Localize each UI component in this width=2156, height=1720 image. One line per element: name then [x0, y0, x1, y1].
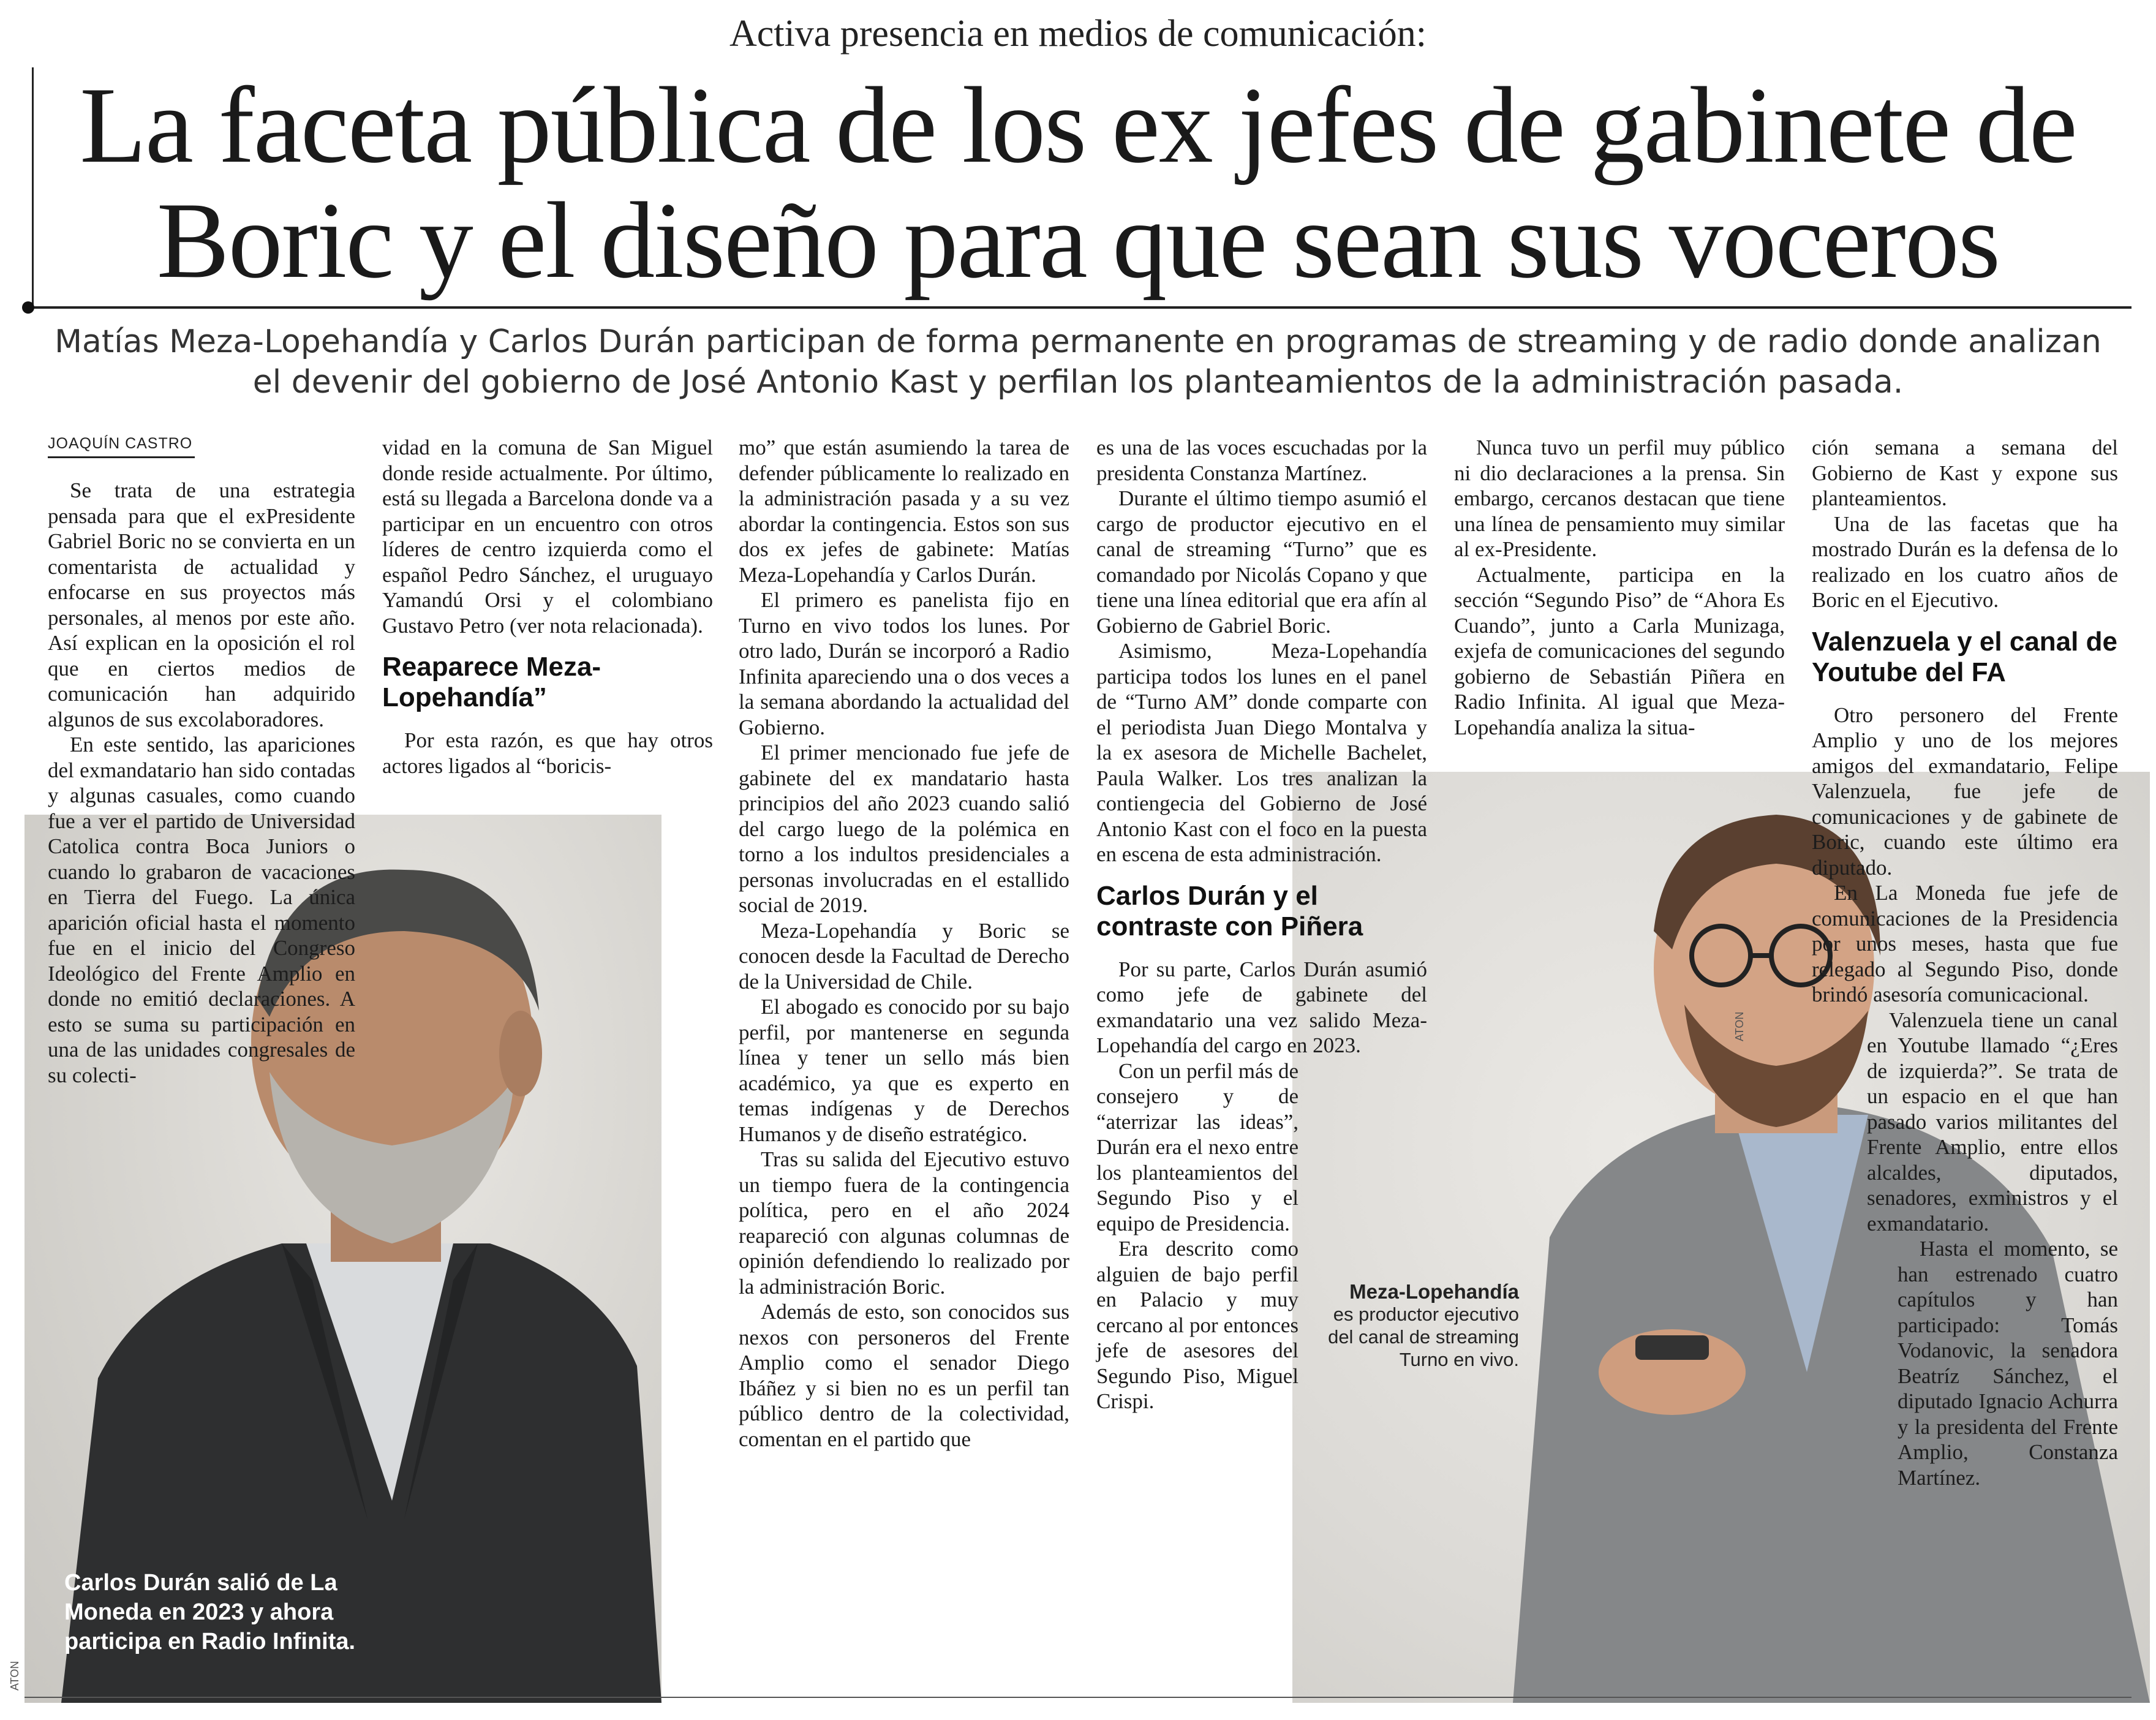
subhead-reaparece: Reaparece Meza-Lopehandía”: [382, 652, 601, 712]
paragraph: vidad en la comuna de San Miguel donde reside actualmente. Por último, está su llegada a Barcelona donde va a participar en un encuentro con otros líderes de centro izquierda como el español Pedro Sánchez, el uruguayo Yamandú Orsi y el colombiano Gustavo Petro (ver nota relacionada).: [382, 436, 713, 638]
paragraph: En La Moneda fue jefe de comunicaciones de la Presidencia por unos meses, hasta que fue relegado al Segundo Piso, donde brindó asesoría comunicacional.: [1812, 881, 2118, 1006]
article-column-1: [48, 478, 355, 1088]
paragraph: Era descrito como alguien de bajo perfil en Palacio y muy cercano al por entonces jefe de asesores del Segundo Piso, Miguel Crispi.: [1096, 1237, 1298, 1413]
paragraph: Se trata de una estrategia pensada para que el exPresidente Gabriel Boric no se convierta en un comentarista de actualidad y enfocarse en sus proyectos más personales, al menos por este año. Así explican en la oposición el rol que en ciertos medios de comunicación han adquirido algunos de sus excolaboradores.: [48, 478, 355, 731]
headline-vertical-rule: [32, 67, 34, 306]
paragraph: mo” que están asumiendo la tarea de defender públicamente lo realizado en la administración pasada y a su vez abordar la contingencia. Estos son sus dos ex jefes de gabinete: Matías Meza-Lopehandía y Carlos Durán.: [739, 436, 1069, 587]
paragraph: Además de esto, son conocidos sus nexos con personeros del Frente Amplio como el senador Diego Ibáñez y si bien no es un perfil tan público dentro de la colectividad, comentan en el partido que: [739, 1300, 1069, 1451]
paragraph: Asimismo, Meza-Lopehandía participa todos los lunes en el panel de “Turno AM” donde comparte con el periodista Juan Diego Montalva y la ex asesora de Michelle Bachelet, Paula Walker. Los tres analizan la contiengecia del Gobierno de José Antonio Kast con el foco en la puesta en escena de esta administración.: [1096, 639, 1427, 866]
bottom-rule: [24, 1697, 2132, 1698]
paragraph: El primer mencionado fue jefe de gabinete del ex mandatario hasta principios del año 2023 cuando salió del cargo luego de la polémica en torno a los indultos presidenciales a personas involucradas en el estallido social de 2019.: [739, 741, 1069, 917]
paragraph: Nunca tuvo un perfil muy público ni dio declaraciones a la prensa. Sin embargo, cercanos destacan que tiene una línea de pensamiento muy similar al ex-Presidente.: [1454, 436, 1785, 561]
paragraph: Otro personero del Frente Amplio y uno de los mejores amigos del exmandatario, Felipe Valenzuela, fue jefe de comunicaciones y de gabinete de Boric, cuando este último era diputado.: [1812, 703, 2118, 880]
paragraph: ción semana a semana del Gobierno de Kast y expone sus planteamientos.: [1812, 436, 2118, 510]
paragraph: Valenzuela tiene un canal en Youtube llamado “¿Eres de izquierda?”. Se trata de un espacio en el que han pasado varios militantes del Frente Amplio, entre ellos alcaldes, diputados, senadores, exministros y el exmandatario.: [1867, 1008, 2118, 1235]
paragraph: Actualmente, participa en la sección “Segundo Piso” de “Ahora Es Cuando”, junto a Carla Munizaga, exjefa de comunicaciones del segundo gobierno de Sebastián Piñera en Radio Infinita. Al igual que Meza-Lopehandía analiza la situa-: [1454, 562, 1785, 739]
kicker: Activa presencia en medios de comunicación:: [729, 13, 1427, 55]
paragraph: Hasta el momento, se han estrenado cuatro capítulos y han participado: Tomás Vodanovic, la senadora Beatríz Sánchez, el diputado Ignacio Achurra y la presidenta del Frente Amplio, Constanza Martínez.: [1898, 1237, 2118, 1490]
photo-carlos-duran-caption: Carlos Durán salió de La Moneda en 2023 y ahora participa en Radio Infinita.: [64, 1570, 356, 1654]
paragraph: Con un perfil más de consejero y de “aterrizar las ideas”, Durán era el nexo entre los planteamientos del Segundo Piso y el equipo de Presidencia.: [1096, 1058, 1298, 1235]
photo-meza-lopehandia-caption-text: es productor ejecutivo del canal de streaming Turno en vivo.: [1328, 1303, 1519, 1370]
article-column-3: [739, 435, 1069, 1452]
photo-carlos-duran-credit: ATON: [9, 1661, 21, 1691]
paragraph: es una de las voces escuchadas por la presidenta Constanza Martínez.: [1096, 436, 1427, 485]
photo-meza-lopehandia-caption-name: Meza-Lopehandía: [1349, 1280, 1519, 1303]
paragraph: Meza-Lopehandía y Boric se conocen desde la Facultad de Derecho de la Universidad de Chile.: [739, 918, 1069, 994]
subhead-valenzuela: Valenzuela y el canal de Youtube del FA: [1812, 626, 2117, 687]
article-column-4: [1096, 435, 1427, 1414]
article-column-6: [1812, 435, 2118, 1490]
headline-rule: [24, 306, 2132, 309]
paragraph: Por esta razón, es que hay otros actores ligados al “boricis-: [382, 728, 713, 778]
subhead-carlos-duran: Carlos Durán y el contraste con Piñera: [1096, 880, 1363, 941]
photo-meza-lopehandia-credit: ATON: [1733, 1011, 1746, 1041]
article-column-2: [382, 435, 713, 779]
paragraph: Durante el último tiempo asumió el cargo de productor ejecutivo en el canal de streaming “Turno” que es comandado por Nicolás Copano y que tiene una línea editorial que era afín al Gobierno de Gabriel Boric.: [1096, 486, 1427, 638]
headline-rule-dot: [22, 301, 34, 314]
paragraph: En este sentido, las apariciones del exmandatario han sido contadas y algunas casuales, como cuando fue a ver el partido de Universidad Catolica contra Boca Juniors o cuando lo grabaron de vacaciones en Tierra del Fuego. La única aparición oficial hasta el momento fue en el inicio del Congreso Ideológico del Frente Amplio en donde no emitió declaraciones. A esto se suma su participación en una de las unidades congresales de su colecti-: [48, 733, 355, 1087]
byline: JOAQUÍN CASTRO: [48, 435, 195, 458]
headline: La faceta pública de los ex jefes de gabinete de Boric y el diseño para que sean sus voceros: [80, 64, 2076, 301]
article-column-5: [1454, 435, 1785, 740]
paragraph: El primero es panelista fijo en Turno en vivo todos los lunes. Por otro lado, Durán se incorporó a Radio Infinita apareciendo una o dos veces a la semana abordando la actualidad del Gobierno.: [739, 588, 1069, 739]
paragraph: Por su parte, Carlos Durán asumió como jefe de gabinete del exmandatario una vez salido Meza-Lopehandía del cargo en 2023.: [1096, 957, 1427, 1057]
paragraph: El abogado es conocido por su bajo perfil, por mantenerse en segunda línea y tener un sello más bien académico, ya que es experto en temas indígenas y de Derechos Humanos y de diseño estratégico.: [739, 995, 1069, 1146]
paragraph: Tras su salida del Ejecutivo estuvo un tiempo fuera de la contingencia política, pero en el año 2024 reapareció con algunas columnas de opinión defendiendo lo realizado por la administración Boric.: [739, 1147, 1069, 1299]
paragraph: Una de las facetas que ha mostrado Durán es la defensa de lo realizado en los cuatro años de Boric en el Ejecutivo.: [1812, 511, 2118, 612]
deck: Matías Meza-Lopehandía y Carlos Durán participan de forma permanente en programas de streaming y de radio donde analizan el devenir del gobierno de José Antonio Kast y perfilan los planteamientos de la administración pasada.: [55, 323, 2101, 401]
